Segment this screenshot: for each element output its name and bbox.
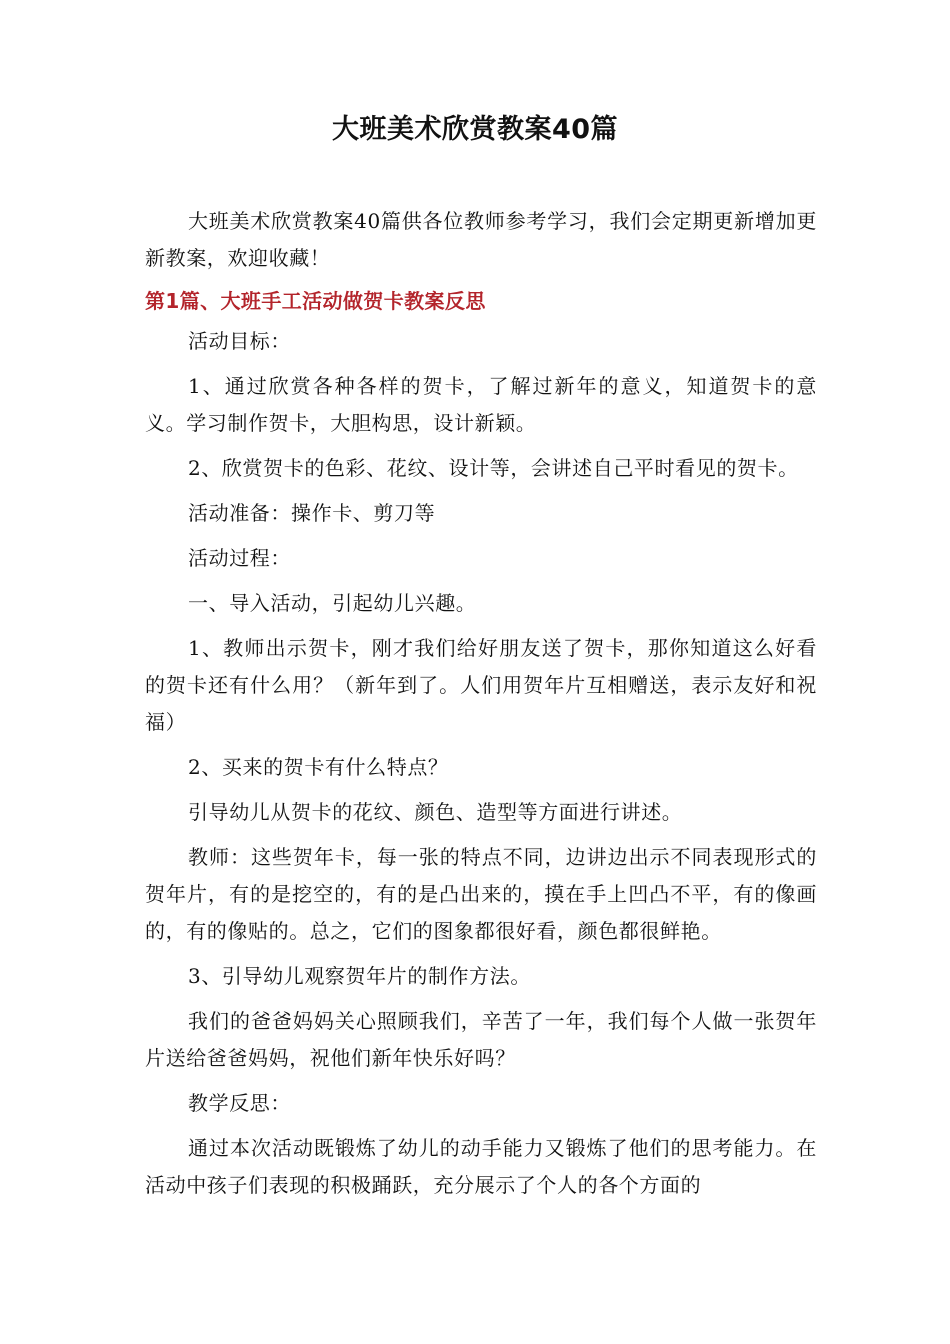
paragraph-step-intro: 一、导入活动，引起幼儿兴趣。 (188, 591, 477, 615)
paragraph-guide: 引导幼儿从贺卡的花纹、颜色、造型等方面进行讲述。 (188, 800, 683, 824)
paragraph-reflection: 通过本次活动既锻炼了幼儿的动手能力又锻炼了他们的思考能力。在活动中孩子们表现的积极踊跃，充分展示了个人的各个方面的 (145, 1136, 817, 1197)
paragraph-reflection-label: 教学反思： (188, 1091, 291, 1115)
document-title: 大班美术欣赏教案40篇 (331, 114, 619, 145)
paragraph-teacher: 教师：这些贺年卡，每一张的特点不同，边讲边出示不同表现形式的贺年片，有的是挖空的，有的是凸出来的，摸在手上凹凸不平，有的像画的，有的像贴的。总之，它们的图象都很好看，颜色都很鲜艳。 (145, 845, 817, 943)
paragraph-goals-label: 活动目标： (188, 329, 291, 353)
paragraph-goal-1: 1、通过欣赏各种各样的贺卡，了解过新年的意义，知道贺卡的意义。学习制作贺卡，大胆构思，设计新颖。 (145, 374, 817, 435)
paragraph-preparation: 活动准备：操作卡、剪刀等 (188, 501, 436, 525)
paragraph-step-1: 1、教师出示贺卡，刚才我们给好朋友送了贺卡，那你知道这么好看的贺卡还有什么用？（新年到了。人们用贺年片互相赠送，表示友好和祝福） (145, 636, 817, 734)
document-body (145, 203, 817, 1212)
section-heading: 第1篇、大班手工活动做贺卡教案反思 (145, 289, 486, 313)
paragraph-parents: 我们的爸爸妈妈关心照顾我们，辛苦了一年，我们每个人做一张贺年片送给爸爸妈妈，祝他们新年快乐好吗？ (145, 1009, 817, 1070)
paragraph-step-2: 2、买来的贺卡有什么特点？ (188, 755, 449, 779)
paragraph-step-3: 3、引导幼儿观察贺年片的制作方法。 (188, 964, 531, 988)
paragraph-process-label: 活动过程： (188, 546, 291, 570)
paragraph-goal-2: 2、欣赏贺卡的色彩、花纹、设计等，会讲述自己平时看见的贺卡。 (188, 456, 799, 480)
intro-paragraph: 大班美术欣赏教案40篇供各位教师参考学习，我们会定期更新增加更新教案，欢迎收藏！ (145, 209, 817, 270)
